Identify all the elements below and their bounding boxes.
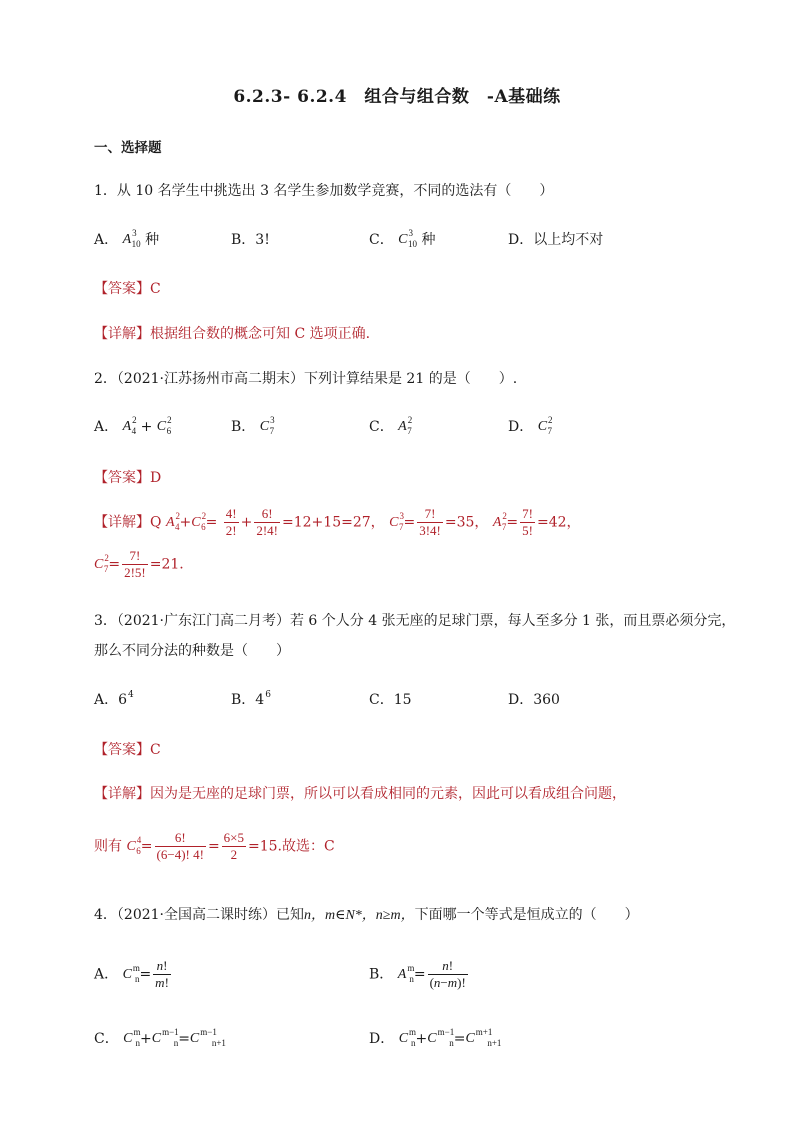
result-text: =15.故选：C <box>248 838 335 855</box>
section-heading: 一、选择题 <box>94 140 162 156</box>
fraction: $\frac{7!}{3!4!}$ <box>419 506 441 538</box>
combination-symbol: $C^3_7$ <box>259 415 275 436</box>
combination-symbol: $C^2_6$ <box>191 510 207 532</box>
combination-symbol: $C^m_n$ <box>122 962 140 984</box>
q2-option-a: A． $A^2_4 + C^2_6$ <box>94 415 172 436</box>
combination-symbol: $C^m_n$ <box>398 1027 417 1048</box>
answer-tag: 【答案】 <box>94 470 150 486</box>
q3-detail <box>94 783 626 803</box>
answer-value: D <box>150 470 162 486</box>
fraction: $\frac{4!}{2!}$ <box>225 506 237 538</box>
stem-text: 4．（2021·全国高二课时练）已知 <box>94 907 304 923</box>
option-label: D． <box>508 419 534 435</box>
option-label: C． <box>369 232 394 248</box>
option-text: 360 <box>533 692 560 708</box>
therefore-symbol: Q <box>150 514 162 531</box>
combination-symbol: $C^m_n$ <box>123 1027 141 1048</box>
option-label: B． <box>369 966 394 983</box>
fraction: $\frac{6!}{(6-4)! 4!}$ <box>156 830 204 862</box>
combination-symbol: $C^{m-1}_{n+1}$ <box>189 1027 226 1048</box>
permutation-symbol: $A^m_n$ <box>397 962 415 984</box>
q1-option-a <box>94 229 159 249</box>
q1-option-c <box>369 229 435 249</box>
option-label: D． <box>508 692 534 708</box>
answer-value: C <box>150 281 161 297</box>
q3-detail-line2: 则有 $C^4_6=$ $\frac{6!}{(6-4)! 4!}$ = $\frac{6\times 5}{2}$ =15.故选：C <box>94 830 335 862</box>
option-text: 种 <box>421 232 436 248</box>
option-text: 4 <box>255 692 265 708</box>
question-4-stem <box>94 904 639 924</box>
permutation-symbol: $A^2_7$ <box>398 415 413 436</box>
q2-option-b <box>231 416 274 436</box>
result-text: =12+15=27， <box>282 514 385 531</box>
permutation-symbol: $A^2_7$ <box>492 510 507 532</box>
option-text: 以上均不对 <box>533 232 604 248</box>
stem-variables: n，m∈N*，n≥m， <box>304 908 415 923</box>
result-text: =35， <box>444 514 489 531</box>
q2-detail-line2: $C^2_7=$ $\frac{7!}{2!5!}$ =21. <box>94 548 184 580</box>
q2-answer <box>94 467 161 487</box>
option-text: 种 <box>145 232 160 248</box>
q3-option-b: B．$4^6$ <box>231 690 271 708</box>
combination-symbol: $C^2_7$ <box>537 415 553 436</box>
combination-symbol: $C^{m+1}_{n+1}$ <box>465 1027 502 1048</box>
option-label: B． <box>231 692 256 708</box>
option-label: C． <box>369 692 394 708</box>
combination-symbol: $C^2_6$ <box>156 415 172 436</box>
q2-option-c <box>369 416 412 436</box>
combination-symbol: $C^{m-1}_n$ <box>427 1027 455 1048</box>
fraction: $\frac{7!}{2!5!}$ <box>124 548 146 580</box>
combination-symbol: $C^2_7$ <box>94 552 109 574</box>
q2-option-d <box>508 416 552 436</box>
q3-option-d <box>508 689 560 709</box>
question-3-stem-line1: 3．（2021·广东江门高二月考）若 6 个人分 4 张无座的足球门票，每人至多分 1 张，而且票必须分完， <box>94 613 736 629</box>
option-text: 6 <box>118 692 128 708</box>
question-1-stem: 1．从 10 名学生中挑选出 3 名学生参加数学竞赛，不同的选法有（ ） <box>94 183 554 199</box>
result-text: =21. <box>149 556 184 573</box>
fraction: $\frac{n!}{(n-m)!}$ <box>429 958 466 990</box>
option-label: D． <box>369 1031 395 1047</box>
answer-tag: 【答案】 <box>94 742 150 758</box>
q4-option-a: A． $C^m_n=$ $\frac{n!}{m!}$ <box>94 958 169 990</box>
q1-detail <box>94 323 370 343</box>
q4-option-b: B． $A^m_n=$ $\frac{n!}{(n-m)!}$ <box>369 958 466 990</box>
q3-option-c <box>369 689 412 709</box>
answer-value: C <box>150 742 161 758</box>
fraction: $\frac{7!}{5!}$ <box>522 506 533 538</box>
combination-symbol: $C^4_6$ <box>126 834 142 856</box>
page-title: 6.2.3- 6.2.4 组合与组合数 -A基础练 <box>233 87 561 107</box>
combination-symbol: $C^3_7$ <box>389 510 404 532</box>
option-label: A． <box>94 232 119 248</box>
fraction: $\frac{n!}{m!}$ <box>155 958 169 990</box>
q4-option-d: D． $C^m_n+C^{m-1}_n=C^{m+1}_{n+1}$ <box>369 1027 502 1048</box>
fraction: $\frac{6\times 5}{2}$ <box>223 830 245 862</box>
option-text: 3! <box>255 232 270 248</box>
option-text: 15 <box>393 692 412 708</box>
detail-text: 根据组合数的概念可知 C 选项正确. <box>150 326 371 342</box>
q2-detail: 【详解】Q $A^2_4+C^2_6=$ $\frac{4!}{2!}$ + $\frac{6!}{2!4!}$ =12+15=27， $C^3_7=$ $\frac{7!}{3!4!}$ =35， $A^2_7=$ $\frac{7!}{5!}$ =42， <box>94 506 581 538</box>
permutation-symbol: $A^3_{10}$ <box>122 228 141 249</box>
detail-text: 因为是无座的足球门票，所以可以看成相同的元素，因此可以看成组合问题， <box>150 786 626 802</box>
option-label: A． <box>94 692 119 708</box>
q4-option-c: C． $C^m_n+C^{m-1}_n=C^{m-1}_{n+1}$ <box>94 1027 226 1048</box>
option-label: C． <box>94 1031 119 1047</box>
question-2-stem: 2．（2021·江苏扬州市高二期末）下列计算结果是 21 的是（ ）. <box>94 371 518 387</box>
option-label: B． <box>231 419 256 435</box>
stem-text: 下面哪一个等式是恒成立的（ ） <box>414 907 639 923</box>
option-label: B． <box>231 232 256 248</box>
answer-tag: 【答案】 <box>94 281 150 297</box>
option-label: D． <box>508 232 534 248</box>
fraction: $\frac{6!}{2!4!}$ <box>256 506 279 538</box>
detail-text: 则有 <box>94 838 122 855</box>
q1-option-b <box>231 229 270 249</box>
combination-symbol: $C^3_{10}$ <box>398 228 418 249</box>
detail-tag: 【详解】 <box>94 786 150 802</box>
detail-tag: 【详解】 <box>94 514 150 531</box>
q1-option-d <box>508 229 603 249</box>
q3-answer <box>94 739 161 759</box>
combination-symbol: $C^{m-1}_n$ <box>151 1027 179 1048</box>
option-label: C． <box>369 419 394 435</box>
permutation-symbol: $A^2_4$ <box>122 415 137 436</box>
option-label: A． <box>94 419 119 435</box>
q3-option-a: A．$6^4$ <box>94 690 134 708</box>
permutation-symbol: $A^2_4$ <box>165 510 180 532</box>
q1-answer <box>94 278 161 298</box>
detail-tag: 【详解】 <box>94 326 150 342</box>
question-3-stem-line2: 那么不同分法的种数是（ ） <box>94 643 290 659</box>
option-label: A． <box>94 966 119 983</box>
result-text: =42， <box>537 514 581 531</box>
